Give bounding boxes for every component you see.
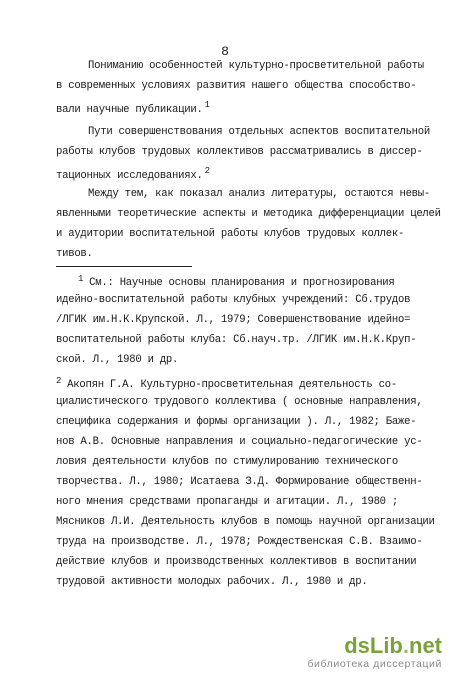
footnote-line: $^2$ Акопян Г.А. Культурно-просветительная деятельность со- [56, 376, 397, 391]
footnote-mark: 1 [78, 274, 84, 284]
body-line: в современных условиях развития нашего общества способство- [56, 80, 417, 92]
footnote-ref: 2 [204, 166, 210, 176]
footnote-line: Мясников Л.И. Деятельность клубов в помощь научной организации [56, 516, 435, 528]
body-line: Пути совершенствования отдельных аспектов воспитательной [88, 126, 431, 138]
footnote-line: ного мнения средствами пропаганды и агитации. Л., 1980 ; [56, 496, 399, 508]
dslib-watermark [307, 634, 442, 670]
footnote-mark: 2 [56, 376, 62, 386]
body-line: Пониманию особенностей культурно-просветительной работы [88, 60, 424, 72]
footnote-line: ловия деятельности клубов по стимулированию технического [56, 456, 399, 468]
body-line: и аудитории воспитательной работы клубов трудовых коллек- [56, 228, 405, 240]
footnote-line: специфика содержания и формы организации ). Л., 1982; Баже- [56, 416, 417, 428]
footnote-line: циалистического трудового коллектива ( основные направления, [56, 396, 423, 408]
page-number: 8 [221, 44, 229, 59]
footnote-line: действие клубов и производственных коллективов в воспитании [56, 556, 417, 568]
footnote-line: ской. Л., 1980 и др. [56, 354, 179, 366]
body-line: вали научные публикации. $^1$ [56, 100, 210, 116]
body-line: Между тем, как показал анализ литературы, остаются невы- [88, 188, 431, 200]
body-line: тивов. [56, 248, 93, 260]
footnote-line: трудовой активности молодых рабочих. Л., 1980 и др. [56, 576, 368, 588]
footnote-line: идейно-воспитательной работы клубных учреждений: Сб.трудов [56, 294, 411, 306]
footnote-line: воспитательной работы клуба: Сб.науч.тр. /ЛГИК им.Н.К.Круп- [56, 334, 417, 346]
dslib-subtitle: библиотека диссертаций [307, 658, 442, 670]
body-line: тационных исследованиях. $^2$ [56, 166, 210, 182]
footnote-ref: 1 [204, 100, 210, 110]
footnote-line: $^1$ См.: Научные основы планирования и прогнозирования [78, 274, 395, 289]
footnote-separator [56, 266, 192, 267]
dslib-logo: dsLib.net [344, 633, 442, 658]
body-line: работы клубов трудовых коллективов рассматривались в диссер- [56, 146, 423, 158]
footnote-line: творчества. Л., 1980; Исатаева З.Д. Формирование общественн- [56, 476, 423, 488]
body-line: явленными теоретические аспекты и методика дифференциации целей [56, 208, 441, 220]
footnote-line: нов А.В. Основные направления и социально-педагогические ус- [56, 436, 423, 448]
footnote-line: труда на производстве. Л., 1978; Рождественская С.В. Взаимо- [56, 536, 423, 548]
footnote-line: /ЛГИК им.Н.К.Крупской. Л., 1979; Совершенствование идейно= [56, 314, 411, 326]
